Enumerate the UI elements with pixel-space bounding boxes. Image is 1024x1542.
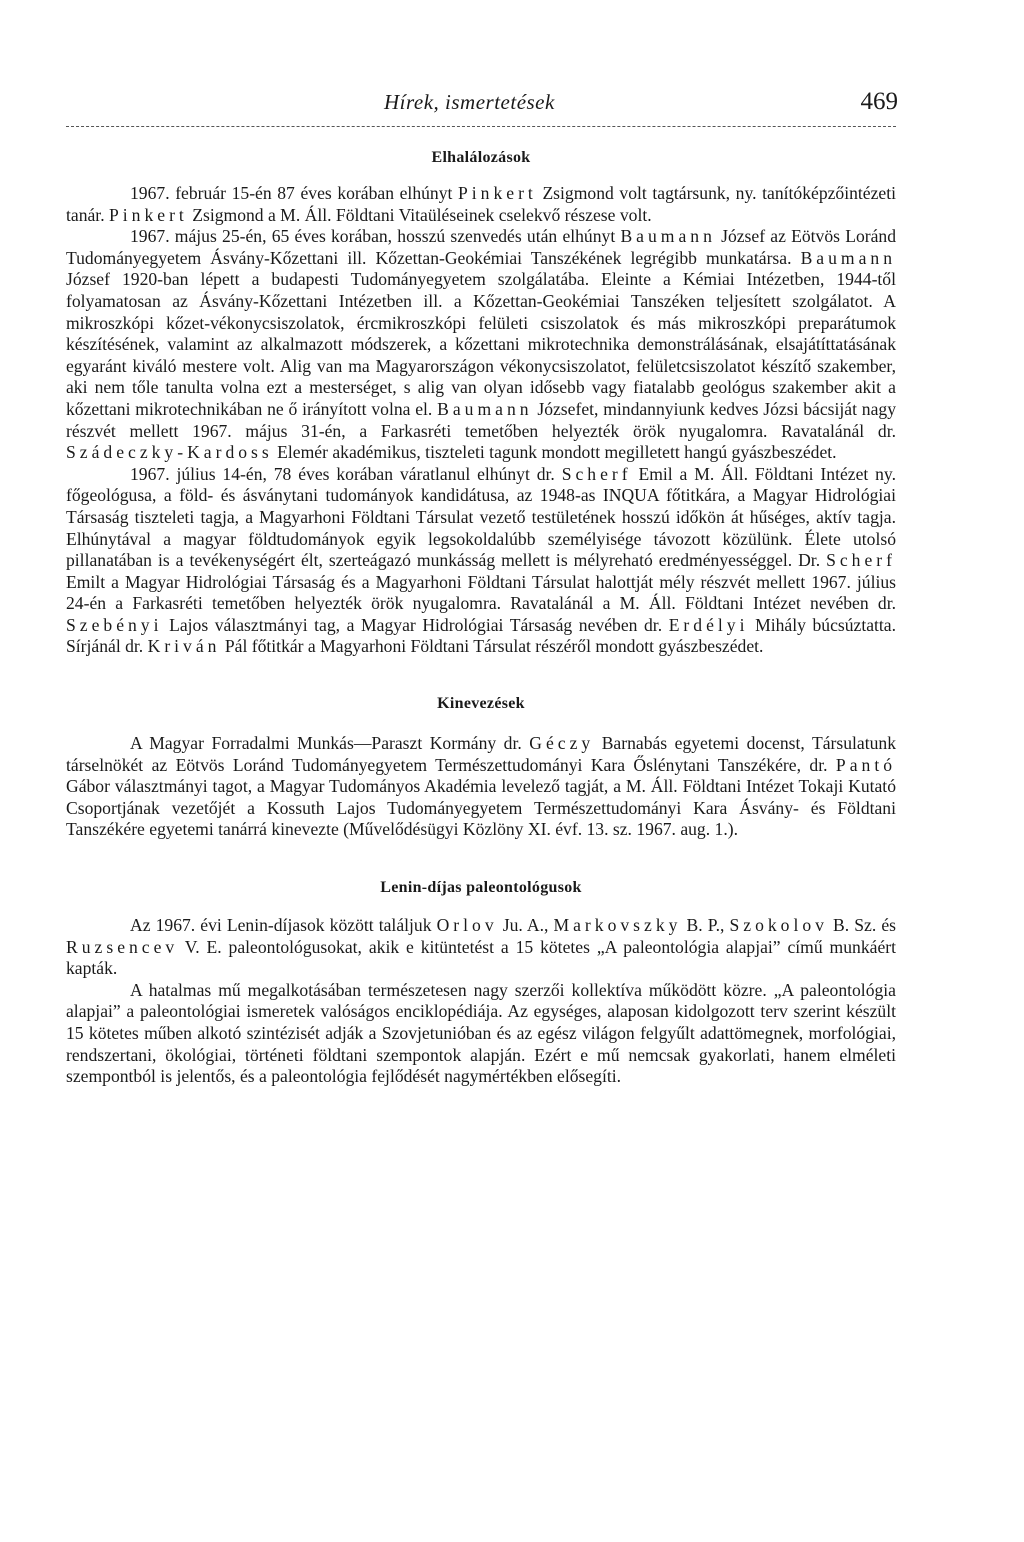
text-run: 1967. május 25-én, 65 éves korában, hosszú szenvedés után elhúnyt bbox=[130, 226, 621, 247]
text-run: József 1920-ban lépett a budapesti Tudományegyetem szolgálatába. Eleinte a Kémiai Intézetben, 1944-től folyamatosan az Ásvány-Kőzettani Intézetben ill. a Kőzettan-Geokémiai Tanszéken teljesített szolgálatot. A mikroszkópi kőzet-vékonycsiszolatok, ércmikroszkópi felületi csiszolatok és más mikroszkópi preparátumok készítésének, valamint az alkalmazott módszerek, a kőzettani mikrotechnika demonstrálásának, elsajátíttatásának egyaránt kiváló mestere volt. Alig van ma Magyarországon vékonycsiszolatot, felületcsiszolatot készítő szakember, aki nem tőle tanulta volna ezt a mesterséget, s alig van olyan idősebb vagy fiatalabb geológus szakember akit a kőzettani mikrotechnikában ne ő irányított volna el. bbox=[66, 269, 896, 419]
spaced-name: Szokolov bbox=[729, 915, 828, 936]
text-run: Az 1967. évi Lenin-díjasok között találjuk bbox=[130, 915, 437, 936]
spaced-name: Kriván bbox=[147, 636, 221, 657]
running-title: Hírek, ismertetések bbox=[384, 90, 555, 114]
section-title-kinevezesek: Kinevezések bbox=[437, 695, 525, 713]
text-run: Pál főtitkár a Magyarhoni Földtani Társulat részéről mondott gyászbeszédet. bbox=[220, 636, 764, 657]
text-run: Elemér akadémikus, tiszteleti tagunk mondott megilletett hangú gyászbeszédet. bbox=[272, 442, 837, 463]
text-run: Lajos választmányi tag, a Magyar Hidrológiai Társaság nevében dr. bbox=[162, 614, 669, 635]
spaced-name: Scherf bbox=[561, 463, 632, 484]
spaced-name: Pinkert bbox=[458, 183, 537, 203]
text-run: A Magyar Forradalmi Munkás—Paraszt Kormány dr. bbox=[130, 733, 530, 754]
section-title-lenin-dijas: Lenin-díjas paleontológusok bbox=[380, 879, 582, 897]
text-run: 1967. július 14-én, 78 éves korában váratlanul elhúnyt dr. bbox=[130, 463, 562, 484]
spaced-name: Pinkert bbox=[109, 204, 188, 225]
spaced-name: Géczy bbox=[529, 733, 595, 754]
spaced-name: Baumann bbox=[800, 247, 896, 268]
spaced-name: Ruzsencev bbox=[66, 936, 179, 957]
spaced-name: Pantó bbox=[835, 754, 896, 775]
spaced-name: Baumann bbox=[620, 226, 716, 247]
running-header bbox=[66, 88, 896, 127]
text-run: Emilt a Magyar Hidrológiai Társaság és a Magyarhoni Földtani Társulat halottját mély részvét mellett 1967. július 24-én a Farkasréti temetőben helyezték örök nyugalomra. Ravatalánál a M. Áll. Földtani Intézet nevében dr. bbox=[66, 571, 896, 614]
text-run: Józsefet, mindannyiunk kedves Józsi bácsiját nagy részvét mellett 1967. május 31-én, a Farkasréti temetőben helyezték örök nyugalomra. Ravatalánál dr. bbox=[66, 398, 896, 441]
spaced-name: Szádeczky-Kardoss bbox=[66, 442, 273, 463]
text-run: Ju. A., bbox=[497, 915, 554, 936]
paragraph-baumann bbox=[66, 226, 896, 464]
text-run: Zsigmond a M. Áll. Földtani Vitaüléseinek cselekvő részese volt. bbox=[187, 204, 652, 225]
paragraph-kinevezesek bbox=[66, 733, 896, 841]
text-run: A hatalmas mű megalkotásában természetesen nagy szerzői kollektíva működött közre. „A paleontológia alapjai” a paleontológiai ismeretek valóságos enciklopédiája. Az egységes, alaposan kidolgozott terv szerint készült 15 kötetes műben alkotó szintézisét adják a Szovjetunióban és az egész világon felgyűlt adattömegnek, morfológiai, rendszertani, ökológiai, történeti földtani szempontok alapján. Ezért e mű nemcsak gyakorlati, hanem elméleti szempontból is jelentős, és a paleontológia fejlődését nagymértékben elősegíti. bbox=[66, 979, 896, 1087]
text-run: B. Sz. és bbox=[827, 915, 896, 936]
document-page bbox=[66, 88, 896, 1088]
spaced-name: Orlov bbox=[436, 915, 498, 936]
text-run: V. E. paleontológusokat, akik e kitüntetést a 15 kötetes „A paleontológia alapjai” című munkáért kapták. bbox=[66, 936, 896, 979]
text-run: B. P., bbox=[681, 915, 730, 936]
spaced-name: Scherf bbox=[826, 550, 896, 571]
text-run: Zsigmond volt tagtársunk, ny. tanítóképzőintézeti tanár. bbox=[66, 183, 896, 225]
text-run: 1967. február 15-én 87 éves korában elhúnyt bbox=[130, 183, 458, 203]
paragraph-pinkert bbox=[66, 183, 896, 226]
page-number: 469 bbox=[860, 88, 898, 115]
text-run: Emil a M. Áll. Földtani Intézet ny. főgeológusa, a föld- és ásványtani tudományok kandidátusa, az 1948-as INQUA főtitkára, a Magyar Hidrológiai Társaság tiszteleti tagja, a Magyarhoni Földtani Társulat vezető testületének hosszú időkön át hűséges, aktív tagja. Elhúnytával a magyar földtudományok egyik legsokoldalúbb személyisége távozott közülünk. Élete utolsó pillanatában is a tevékenységért élt, szerteágazó munkásság mellett is mélyreható eredményességgel. Dr. bbox=[66, 463, 896, 571]
paragraph-paleontologia-alapjai bbox=[66, 980, 896, 1088]
text-run: Gábor választmányi tagot, a Magyar Tudományos Akadémia levelező tagját, a M. Áll. Földtani Intézet Tokaji Kutató Csoportjának vezetőjét a Kossuth Lajos Tudományegyetem Természettudományi Kara Ásvány- és Földtani Tanszékére egyetemi tanárrá kinevezte (Művelődésügyi Közlöny XI. évf. 13. sz. 1967. aug. 1.). bbox=[66, 776, 896, 840]
spaced-name: Markovszky bbox=[553, 915, 682, 936]
spaced-name: Erdélyi bbox=[668, 614, 749, 635]
spaced-name: Baumann bbox=[437, 398, 533, 419]
text-run: Mihály búcsúztatta. Sírjánál dr. bbox=[66, 614, 897, 657]
paragraph-lenin-dijasok bbox=[66, 915, 896, 980]
text-run: József az Eötvös Loránd Tudományegyetem Ásvány-Kőzettani ill. Kőzettan-Geokémiai Tanszékének legrégibb munkatársa. bbox=[66, 226, 897, 268]
paragraph-scherf bbox=[66, 464, 896, 658]
text-run: Barnabás egyetemi docenst, Társulatunk társelnökét az Eötvös Loránd Tudományegyetem Természettudományi Kara Őslénytani Tanszékére, dr. bbox=[66, 733, 896, 775]
spaced-name: Szebényi bbox=[66, 614, 163, 635]
section-title-elhalalozasok: Elhalálozások bbox=[431, 149, 531, 166]
